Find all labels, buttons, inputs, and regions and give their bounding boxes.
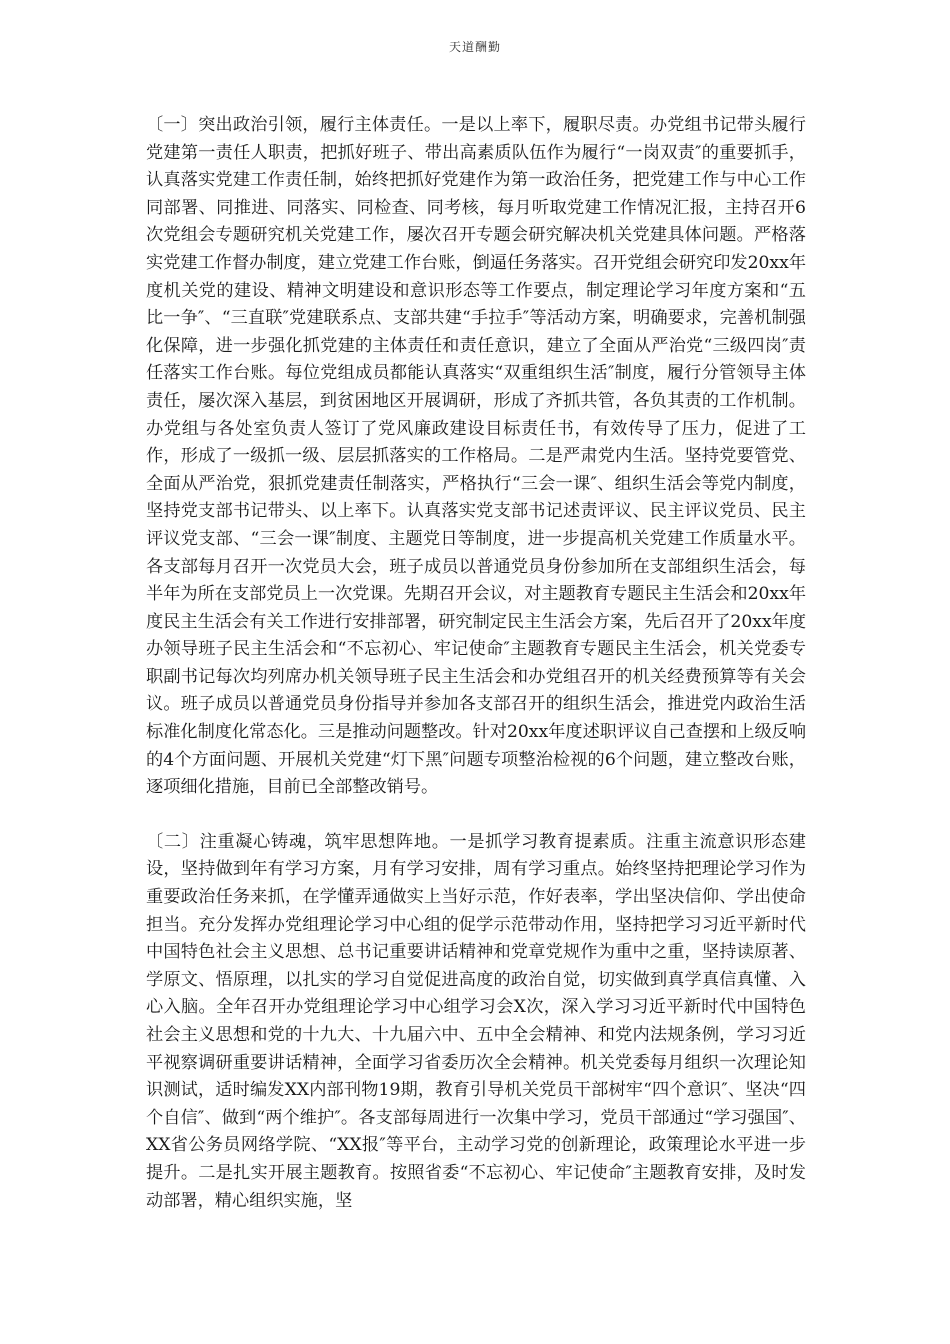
document-body <box>146 112 806 1215</box>
page-header: 天道酬勤 <box>448 40 501 54</box>
paragraph-2: 〔二〕注重凝心铸魂，筑牢思想阵地。一是抓学习教育提素质。注重主流意识形态建设，坚持做到年有学习方案，月有学习安排，周有学习重点。始终坚持把理论学习作为重要政治任务来抓，在学懂弄通做实上当好示范，作好表率，学出坚决信仰、学出使命担当。充分发挥办党组理论学习中心组的促学示范带动作用，坚持把学习习近平新时代中国特色社会主义思想、总书记重要讲话精神和党章党规作为重中之重，坚持读原著、学原文、悟原理，以扎实的学习自觉促进高度的政治自觉，切实做到真学真信真懂、入心入脑。全年召开办党组理论学习中心组学习会X次，深入学习习近平新时代中国特色社会主义思想和党的十九大、十九届六中、五中全会精神、和党内法规条例，学习习近平视察调研重要讲话精神，全面学习省委历次全会精神。机关党委每月组织一次理论知识测试，适时编发XX内部刊物19期，教育引导机关党员干部树牢“四个意识″、坚决“四个自信″、做到“两个维护″。各支部每周进行一次集中学习，党员干部通过“学习强国″、XX省公务员网络学院、“XX报″等平台，主动学习党的创新理论，政策理论水平进一步提升。二是扎实开展主题教育。按照省委“不忘初心、牢记使命″主题教育安排，及时发动部署，精心组织实施，坚 <box>146 831 806 1211</box>
paragraph-1: 〔一〕突出政治引领，履行主体责任。一是以上率下，履职尽责。办党组书记带头履行党建第一责任人职责，把抓好班子、带出高素质队伍作为履行“一岗双责″的重要抓手，认真落实党建工作责任制，始终把抓好党建作为第一政治任务，把党建工作与中心工作同部署、同推进、同落实、同检查、同考核，每月听取党建工作情况汇报，主持召开6次党组会专题研究机关党建工作，屡次召开专题会研究解决机关党建具体问题。严格落实党建工作督办制度，建立党建工作台账，倒逼任务落实。召开党组会研究印发20xx年度机关党的建设、精神文明建设和意识形态等工作要点，制定理论学习年度方案和“五比一争″、“三直联″党建联系点、支部共建“手拉手″等活动方案，明确要求，完善机制强化保障，进一步强化抓党建的主体责任和责任意识，建立了全面从严治党“三级四岗″责任落实工作台账。每位党组成员都能认真落实“双重组织生活″制度，履行分管领导主体责任，屡次深入基层，到贫困地区开展调研，形成了齐抓共管，各负其责的工作机制。办党组与各处室负责人签订了党风廉政建设目标责任书，有效传导了压力，促进了工作，形成了一级抓一级、层层抓落实的工作格局。二是严肃党内生活。坚持党要管党、全面从严治党，狠抓党建责任制落实，严格执行“三会一课″、组织生活会等党内制度，坚持党支部书记带头、以上率下。认真落实党支部书记述责评议、民主评议党员、民主评议党支部、“三会一课″制度、主题党日等制度，进一步提高机关党建工作质量水平。各支部每月召开一次党员大会，班子成员以普通党员身份参加所在支部组织生活会，每半年为所在支部党员上一次党课。先期召开会议，对主题教育专题民主生活会和20xx年度民主生活会有关工作进行安排部署，研究制定民主生活会方案，先后召开了20xx年度办领导班子民主生活会和“不忘初心、牢记使命″主题教育专题民主生活会，机关党委专职副书记每次均列席办机关领导班子民主生活会和办党组召开的机关经费预算等有关会议。班子成员以普通党员身份指导并参加各支部召开的组织生活会，推进党内政治生活标准化制度化常态化。三是推动问题整改。针对20xx年度述职评议自己查摆和上级反响的4个方面问题、开展机关党建“灯下黑″问题专项整治检视的6个问题，建立整改台账，逐项细化措施，目前已全部整改销号。 <box>146 115 807 798</box>
